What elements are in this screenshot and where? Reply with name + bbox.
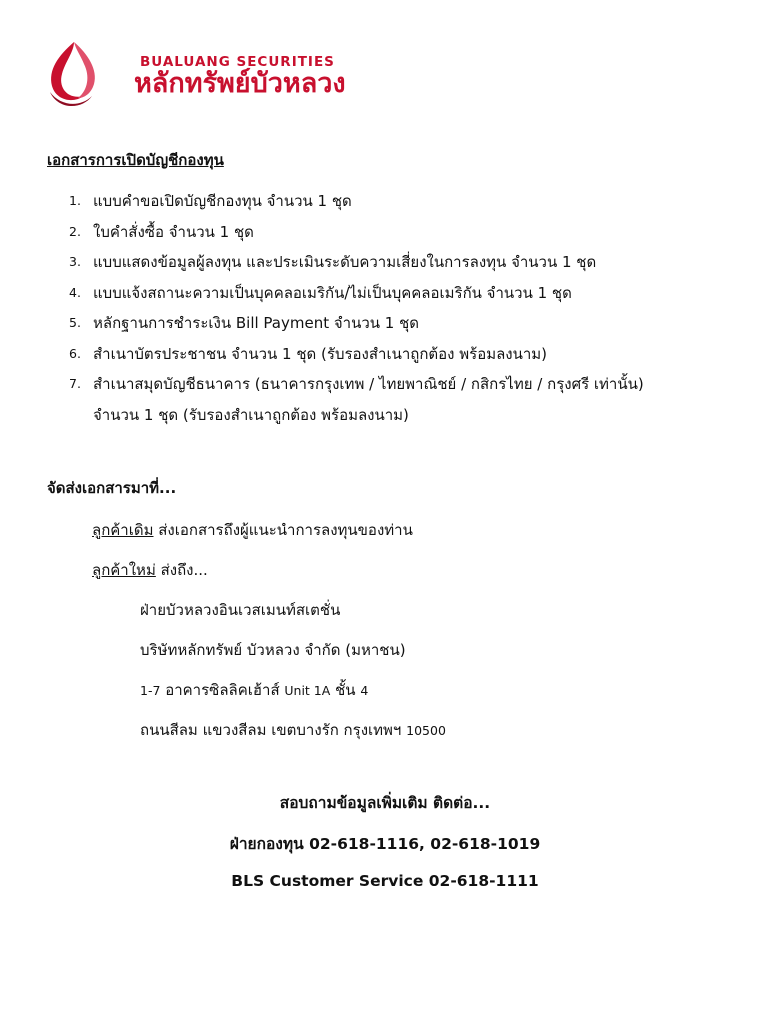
address-street: ถนนสีลม แขวงสีลม เขตบางรัก กรุงเทพฯ 10500 [140,721,446,739]
new-customer-text: ส่งถึง... [160,561,208,579]
existing-customer-text: ส่งเอกสารถึงผู้แนะนำการลงทุนของท่าน [158,521,413,539]
list-item: 4. แบบแจ้งสถานะความเป็นบุคคลอเมริกัน/ไม่เป็นบุคคลอเมริกัน จำนวน 1 ชุด [69,283,572,302]
document-list [47,186,687,430]
list-item: 1. แบบคำขอเปิดบัญชีกองทุน จำนวน 1 ชุด [69,192,352,210]
lotus-logo-icon [44,40,100,110]
delivery-heading: จัดส่งเอกสารมาที่... [47,479,177,497]
list-item: 7. สำเนาสมุดบัญชีธนาคาร (ธนาคารกรุงเทพ / ไทยพาณิชย์ / กสิกรไทย / กรุงศรี เท่านั้น) จำนวน 1 ชุด (รับรองสำเนาถูกต้อง พร้อมลงนาม) [69,375,644,424]
list-item: 3. แบบแสดงข้อมูลผู้ลงทุน และประเมินระดับความเสี่ยงในการลงทุน จำนวน 1 ชุด [69,253,597,271]
list-item: 2. ใบคำสั่งซื้อ จำนวน 1 ชุด [69,222,254,241]
brand-name-thai: หลักทรัพย์บัวหลวง [134,68,346,99]
address-building: 1-7 อาคารซิลลิคเฮ้าส์ Unit 1A ชั้น 4 [140,681,369,699]
brand-name-english: BUALUANG SECURITIES [140,54,335,70]
documents-heading: เอกสารการเปิดบัญชีกองทุน [47,151,224,169]
new-customer-label: ลูกค้าใหม่ [92,561,156,579]
address-department: ฝ่ายบัวหลวงอินเวสเมนท์สเตชั่น [140,601,341,619]
existing-customer-line [92,518,413,542]
contact-heading: สอบถามข้อมูลเพิ่มเติม ติดต่อ... [279,794,491,812]
address-company: บริษัทหลักทรัพย์ บัวหลวง จำกัด (มหาชน) [140,641,406,659]
existing-customer-label: ลูกค้าเดิม [92,521,154,539]
new-customer-line [92,558,208,582]
customer-service-phone: BLS Customer Service 02-618-1111 [231,872,539,890]
list-item: 5. หลักฐานการชำระเงิน Bill Payment จำนวน 1 ชุด [69,314,420,332]
list-item: 6. สำเนาบัตรประชาชน จำนวน 1 ชุด (รับรองสำเนาถูกต้อง พร้อมลงนาม) [69,344,548,363]
company-logo [44,40,364,110]
fund-department-phone: ฝ่ายกองทุน 02-618-1116, 02-618-1019 [229,835,541,853]
